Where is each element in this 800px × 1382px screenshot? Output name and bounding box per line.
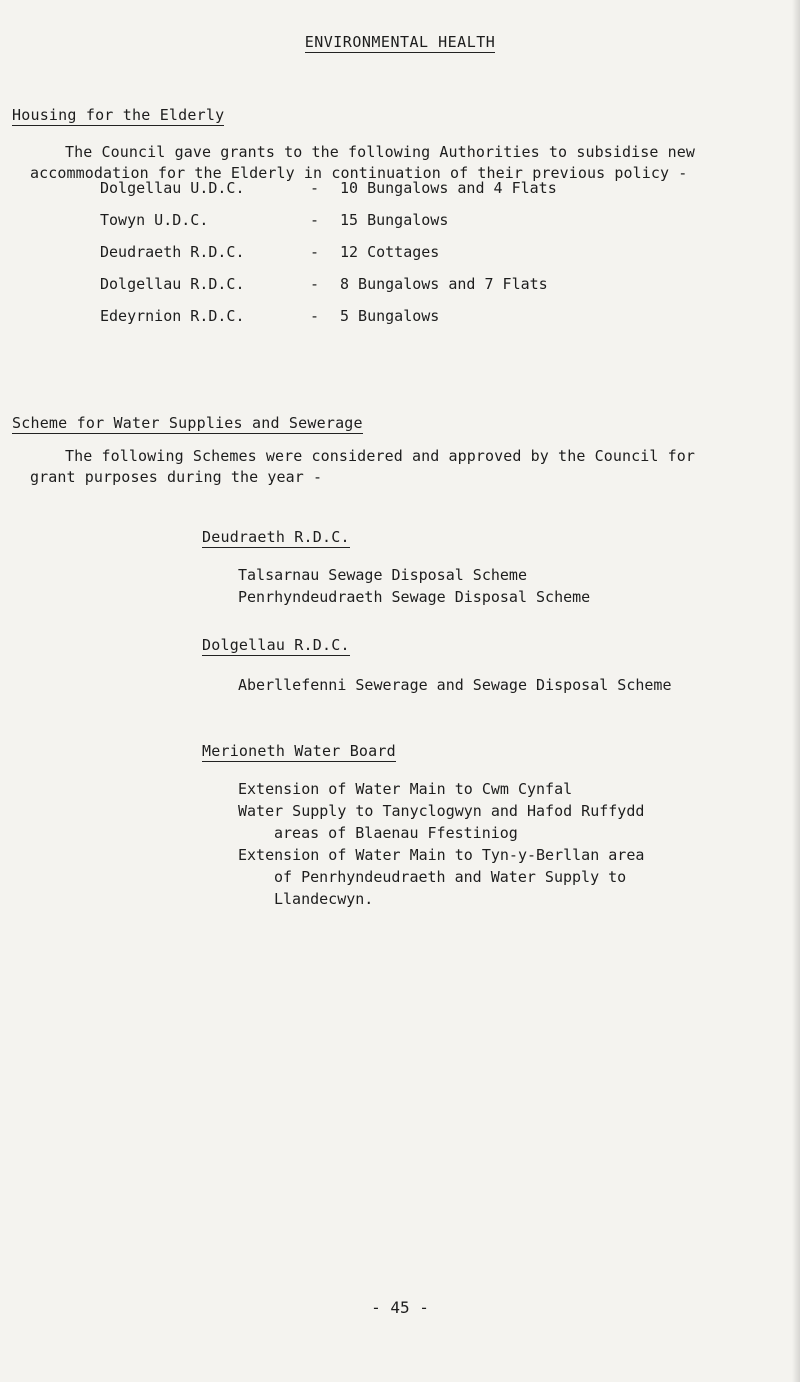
page-header [0,33,800,51]
authority-heading-text: Deudraeth R.D.C. [202,528,350,546]
allocation-detail: 5 Bungalows [340,307,440,325]
scheme-item: areas of Blaenau Ffestiniog [274,824,518,842]
water-heading [12,414,363,432]
allocation-detail: 15 Bungalows [340,211,449,229]
water-heading-text: Scheme for Water Supplies and Sewerage [12,414,363,432]
allocation-dash: - [310,275,320,293]
housing-para-line-2: accommodation for the Elderly in continuation of their previous policy - [30,164,688,182]
allocation-row [100,172,557,204]
housing-heading-text: Housing for the Elderly [12,106,225,124]
allocation-dash: - [310,179,320,197]
allocation-dash: - [310,307,320,325]
scheme-item: Aberllefenni Sewerage and Sewage Disposal Scheme [238,676,672,694]
allocation-authority: Towyn U.D.C. [100,211,209,229]
housing-para-line-1: The Council gave grants to the following Authorities to subsidise new [65,143,696,161]
header-title: ENVIRONMENTAL HEALTH [304,33,496,51]
allocation-detail: 10 Bungalows and 4 Flats [340,179,557,197]
scheme-item: Extension of Water Main to Tyn-y-Berllan area [238,846,645,864]
authority-heading-deudraeth [202,528,350,546]
allocation-row [100,204,557,236]
authority-heading-dolgellau [202,636,350,654]
scheme-item: Penrhyndeudraeth Sewage Disposal Scheme [238,588,591,606]
page-number: - 45 - [371,1298,429,1317]
allocation-authority: Dolgellau R.D.C. [100,275,245,293]
scheme-item: Llandecwyn. [274,890,374,908]
page-edge-shadow [792,0,800,1382]
scheme-list-merioneth [238,778,644,910]
authority-heading-text: Merioneth Water Board [202,742,396,760]
allocation-detail: 8 Bungalows and 7 Flats [340,275,548,293]
scheme-list-deudraeth [238,564,590,608]
allocation-detail: 12 Cottages [340,243,440,261]
allocation-authority: Edeyrnion R.D.C. [100,307,245,325]
housing-allocations [100,172,557,332]
allocation-authority: Deudraeth R.D.C. [100,243,245,261]
allocation-row [100,300,557,332]
allocation-authority: Dolgellau U.D.C. [100,179,245,197]
allocation-row [100,236,557,268]
scheme-item: Water Supply to Tanyclogwyn and Hafod Ruffydd [238,802,645,820]
water-para-line-2: grant purposes during the year - [30,468,323,486]
allocation-row [100,268,557,300]
scheme-item: of Penrhyndeudraeth and Water Supply to [274,868,627,886]
water-para-line-1: The following Schemes were considered and approved by the Council for [65,447,696,465]
authority-heading-merioneth [202,742,396,760]
housing-heading [12,106,224,124]
scheme-list-dolgellau [238,674,671,696]
water-paragraph [30,446,790,488]
scheme-item: Extension of Water Main to Cwm Cynfal [238,780,573,798]
allocation-dash: - [310,243,320,261]
allocation-dash: - [310,211,320,229]
scheme-item: Talsarnau Sewage Disposal Scheme [238,566,527,584]
authority-heading-text: Dolgellau R.D.C. [202,636,350,654]
